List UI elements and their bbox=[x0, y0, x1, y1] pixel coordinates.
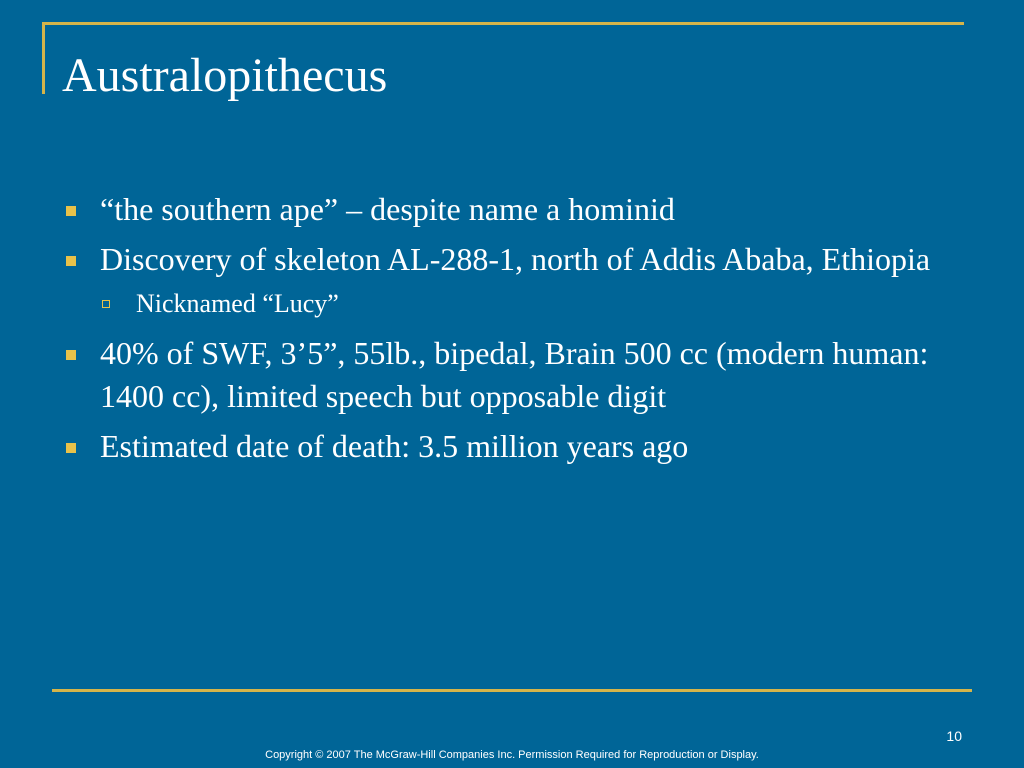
bullet-text: Discovery of skeleton AL-288-1, north of Addis Ababa, Ethiopia bbox=[100, 241, 931, 277]
frame-left-line bbox=[42, 22, 45, 94]
page-number: 10 bbox=[946, 728, 962, 744]
hollow-square-bullet-icon bbox=[102, 300, 110, 308]
square-bullet-icon bbox=[66, 256, 76, 266]
bullet-text: Estimated date of death: 3.5 million years ago bbox=[100, 428, 689, 464]
footer-divider bbox=[52, 689, 972, 692]
square-bullet-icon bbox=[66, 206, 76, 216]
bullet-text: “the southern ape” – despite name a hominid bbox=[100, 191, 675, 227]
bullet-text: 40% of SWF, 3’5”, 55lb., bipedal, Brain 500 cc (modern human: 1400 cc), limited speech but opposable digit bbox=[100, 335, 929, 414]
bullet-item bbox=[62, 332, 962, 418]
bullet-item bbox=[62, 188, 962, 231]
square-bullet-icon bbox=[66, 443, 76, 453]
square-bullet-icon bbox=[66, 350, 76, 360]
frame-top-line bbox=[42, 22, 964, 25]
bullet-list bbox=[62, 188, 962, 475]
bullet-item bbox=[62, 238, 962, 281]
copyright-notice: Copyright © 2007 The McGraw-Hill Companies Inc. Permission Required for Reproduction or Display. bbox=[265, 749, 759, 761]
sub-bullet-text: Nicknamed “Lucy” bbox=[136, 289, 339, 318]
bullet-item bbox=[62, 425, 962, 468]
sub-bullet-item bbox=[62, 286, 962, 322]
slide-title: Australopithecus bbox=[62, 49, 388, 102]
